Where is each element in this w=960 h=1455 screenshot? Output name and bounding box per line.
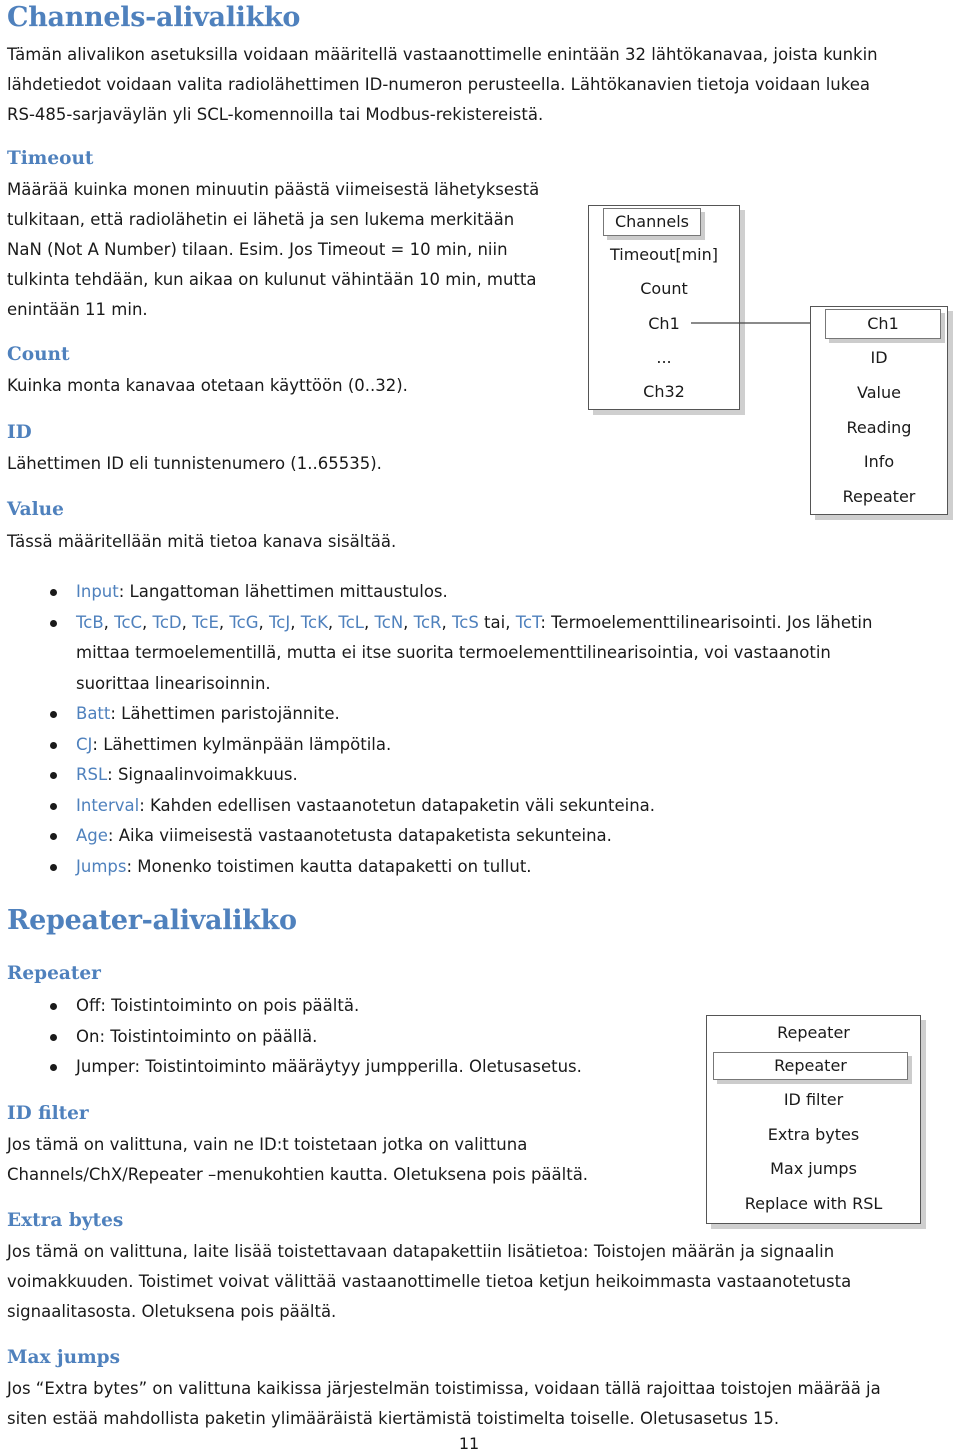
value-type-description: : Langattoman lähettimen mittaustulos. [118,582,448,601]
extra-bytes-heading: Extra bytes [7,1210,124,1231]
value-type-term: Age [76,826,108,845]
value-type-description: , [363,612,375,632]
value-type-description: , [181,612,193,632]
repeater-heading: Repeater [7,963,101,984]
channels-menu-title: Channels [603,208,701,236]
ch1-menu-item: Info [863,452,895,471]
value-type-description: , [258,612,270,632]
max-jumps-text [7,1374,881,1434]
max-jumps-line: Jos “Extra bytes” on valittuna kaikissa järjestelmän toistimissa, voidaan tällä rajoittaa toistojen määrää ja [7,1379,881,1398]
value-type-term: TcC [114,612,143,632]
value-type-term: CJ [76,734,93,754]
value-type-description: : Lähettimen kylmänpään lämpötila. [92,734,392,754]
channels-menu-item: ... [656,348,672,367]
intro-line: Tämän alivalikon asetuksilla voidaan määritellä vastaanottimelle enintään 32 lähtökanavaa, joista kunkin [7,45,878,64]
timeout-line: enintään 11 min. [7,300,148,319]
value-type-term: Interval [76,795,140,815]
value-type-term: TcJ [269,612,291,632]
max-jumps-heading: Max jumps [7,1347,121,1368]
value-type-description: : Termoelementtilinearisointi. Jos lähetin [540,612,873,632]
ch1-menu-box [810,306,948,515]
max-jumps-line: siten estää mahdollista paketin ylimääräistä kiertämistä toistimelta toiselle. Oletusasetus 15. [7,1409,780,1428]
value-type-description: : Kahden edellisen vastaanotetun datapaketin väli sekunteina. [139,795,656,815]
value-text: Tässä määritellään mitä tietoa kanava sisältää. [7,532,397,551]
list-item-continuation: mittaa termoelementillä, mutta ei itse suorita termoelementtilinearisointia, voi vastaanotin [76,643,831,662]
timeout-line: tulkitaan, että radiolähetin ei lähetä ja sen lukema merkitään [7,210,515,229]
value-type-term: TcS [451,612,479,632]
ch1-menu-item: ID [870,348,888,367]
value-type-description: : Signaalinvoimakkuus. [107,765,298,784]
repeater-menu-title: Repeater [777,1023,850,1042]
count-text: Kuinka monta kanavaa otetaan käyttöön (0..32). [7,376,408,395]
id-heading: ID [7,422,32,443]
value-type-term: TcN [374,612,404,632]
list-item: Off: Toistintoiminto on pois päältä. [7,991,707,1022]
value-type-description: , [327,612,339,632]
value-type-description: , [103,612,115,632]
ch1-menu-item: Repeater [842,487,916,506]
id-text: Lähettimen ID eli tunnistenumero (1..65535). [7,454,382,473]
repeater-menu-item: Max jumps [770,1159,857,1178]
id-filter-heading: ID filter [7,1103,89,1124]
value-type-description: : Aika viimeisestä vastaanotetusta datapaketista sekunteina. [107,826,612,845]
repeater-menu-box [706,1015,921,1224]
value-type-description: , [218,612,230,632]
repeater-title: Repeater-alivalikko [7,905,297,936]
value-type-term: TcT [515,612,541,632]
channels-menu-item: Count [640,279,688,298]
ch1-menu-item: Reading [846,418,912,437]
value-type-description: tai, [478,612,516,632]
repeater-menu-item: Replace with RSL [744,1194,883,1213]
id-filter-line: Channels/ChX/Repeater –menukohtien kautta. Oletuksena pois päältä. [7,1165,589,1184]
value-type-description: : Monenko toistimen kautta datapaketti on tullut. [126,856,532,876]
value-type-term: TcB [76,612,104,632]
id-filter-line: Jos tämä on valittuna, vain ne ID:t toistetaan jotka on valittuna [7,1135,528,1154]
intro-line: lähdetiedot voidaan valita radiolähettimen ID-numeron perusteella. Lähtökanavien tietoja voidaan lukea [7,75,870,94]
ch1-menu-title: Ch1 [825,309,941,339]
intro-line: RS-485-sarjaväylän yli SCL-komennoilla tai Modbus-rekistereistä. [7,105,544,124]
value-type-description: , [441,612,452,632]
value-type-term: RSL [76,765,108,784]
timeout-heading: Timeout [7,148,94,169]
list-item-continuation: suorittaa linearisoinnin. [76,673,271,693]
id-filter-text [7,1130,588,1190]
value-type-term: TcD [152,612,182,632]
page-number: 11 [458,1434,480,1453]
timeout-line: tulkinta tehdään, kun aikaa on kulunut vähintään 10 min, mutta [7,270,537,289]
extra-bytes-line: signaalitasosta. Oletuksena pois päältä. [7,1302,337,1321]
value-type-term: TcL [338,612,364,632]
count-heading: Count [7,344,70,365]
repeater-menu-item: Extra bytes [767,1125,860,1144]
repeater-options-list [7,991,707,1083]
channels-menu-item: Ch32 [643,382,685,401]
value-heading: Value [7,499,64,520]
value-type-description: : Lähettimen paristojännite. [110,704,340,723]
value-type-term: Input [76,582,119,601]
channels-menu-item: Timeout[min] [609,245,718,264]
list-item: Jumper: Toistintoiminto määräytyy jumpperilla. Oletusasetus. [7,1052,707,1083]
timeout-line: NaN (Not A Number) tilaan. Esim. Jos Timeout = 10 min, niin [7,240,508,259]
channels-title: Channels-alivalikko [7,2,301,33]
extra-bytes-line: voimakkuuden. Toistimet voivat välittää vastaanottimelle tietoa ketjun heikoimmasta vastaanotetusta [7,1272,852,1291]
repeater-menu-item: ID filter [783,1090,844,1109]
ch1-menu-item: Value [857,383,901,402]
value-type-term: Batt [76,704,111,723]
channels-menu-item: Ch1 [648,314,680,333]
extra-bytes-text [7,1237,851,1327]
value-type-term: TcR [413,612,442,632]
value-type-description: , [290,612,301,632]
value-type-term: TcK [300,612,328,632]
value-type-term: Jumps [76,856,127,876]
list-item: On: Toistintoiminto on päällä. [7,1022,707,1053]
value-type-description: , [403,612,414,632]
value-type-term: TcG [229,612,259,632]
value-type-description: , [142,612,153,632]
repeater-menu-item: Repeater [713,1052,908,1080]
extra-bytes-line: Jos tämä on valittuna, laite lisää toistettavaan datapakettiin lisätietoa: Toistojen määrän ja signaalin [7,1242,835,1261]
value-type-term: TcE [192,612,219,632]
timeout-line: Määrää kuinka monen minuutin päästä viimeisestä lähetyksestä [7,180,540,199]
